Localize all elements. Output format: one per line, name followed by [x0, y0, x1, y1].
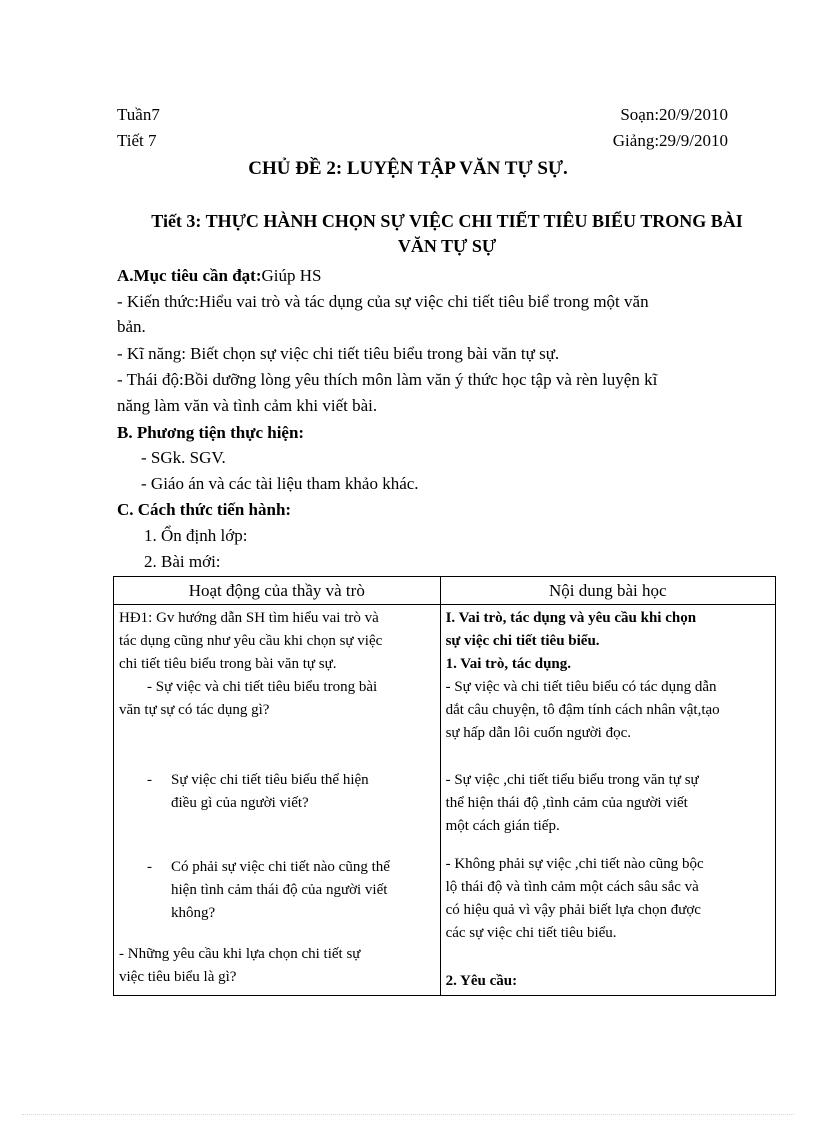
question-2-line-2: điều gì của người viết? [171, 795, 309, 811]
attitude-line-2: năng làm văn và tình cảm khi viết bài. [117, 396, 378, 415]
section-a-tail: Giúp HS [261, 266, 322, 285]
question-1-line-2: văn tự sự có tác dụng gì? [119, 702, 270, 718]
question-3-line-3: không? [171, 905, 216, 921]
period-label: Tiết 7 [117, 131, 157, 150]
week-label: Tuần7 [117, 105, 160, 124]
knowledge-line-1: - Kiến thức:Hiểu vai trò và tác dụng của sự việc chi tiết tiêu biể trong một văn [117, 292, 649, 311]
lesson-subtitle [117, 209, 777, 259]
subtitle-line-1: Tiết 3: THỰC HÀNH CHỌN SỰ VIỆC CHI TIẾT TIÊU BIỂU TRONG BÀI [151, 211, 743, 231]
answer-3-line-3: có hiệu quả vì vậy phải biết lựa chọn được [445, 902, 701, 918]
subsection-2-title: 2. Yêu cầu: [445, 973, 518, 989]
content-cell [440, 605, 775, 996]
spacer [119, 925, 435, 943]
question-3-line-2: hiện tình cảm thái độ của người viết [171, 882, 388, 898]
answer-3-line-2: lộ thái độ và tình cảm một cách sâu sắc và [445, 879, 699, 895]
spacer [446, 745, 770, 769]
question-4-line-2: việc tiêu biểu là gì? [119, 969, 237, 985]
section-1-title-line-1: I. Vai trò, tác dụng và yêu cầu khi chọn [445, 610, 697, 626]
header-content: Nội dung bài học [440, 577, 775, 605]
section-a-title: A.Mục tiêu cần đạt: [117, 266, 262, 285]
dash-marker: - [147, 772, 152, 788]
section-b-item-2: - Giáo án và các tài liệu tham khảo khác. [141, 474, 419, 493]
header-row-2 [117, 131, 728, 151]
answer-1-line-1: - Sự việc và chi tiết tiêu biểu có tác dụng dẫn [445, 679, 717, 695]
answer-2-line-1: - Sự việc ,chi tiết tiểu biểu trong văn tự sự [445, 772, 699, 788]
spacer [446, 838, 770, 853]
activities-cell [114, 605, 441, 996]
answer-3-line-1: - Không phải sự việc ,chi tiết nào cũng bộc [445, 856, 704, 872]
prep-date: Soạn:20/9/2010 [620, 105, 728, 124]
header-activities: Hoạt động của thầy và trò [114, 577, 441, 605]
table-header-row [114, 577, 776, 605]
subtitle-line-2: VĂN TỰ SỰ [397, 236, 497, 256]
page-bottom-edge [22, 1114, 794, 1115]
table-row [114, 605, 776, 996]
page-title: CHỦ ĐỀ 2: LUYỆN TẬP VĂN TỰ SỰ. [248, 158, 568, 179]
lesson-table [113, 576, 776, 996]
knowledge-line-2: bản. [117, 317, 146, 336]
answer-2-line-3: một cách gián tiếp. [445, 818, 560, 834]
question-3-line-1: Có phải sự việc chi tiết nào cũng thể [171, 859, 390, 875]
section-c-step-2: 2. Bài mới: [144, 552, 221, 571]
question-2 [119, 769, 435, 815]
answer-1-line-3: sự hấp dẫn lôi cuốn người đọc. [445, 725, 631, 741]
section-c-step-1: 1. Ổn định lớp: [144, 526, 248, 545]
hd1-line-2: tác dụng cũng như yêu cầu khi chọn sự việc [119, 633, 383, 649]
spacer [446, 945, 770, 970]
hd1-line-1: HĐ1: Gv hướng dẫn SH tìm hiểu vai trò và [119, 610, 379, 626]
section-b-heading: B. Phương tiện thực hiện: [117, 423, 305, 442]
section-a-heading [117, 263, 757, 288]
question-1-line-1: - Sự việc và chi tiết tiêu biểu trong bài [147, 679, 378, 695]
section-1-title-line-2: sự việc chi tiết tiêu biểu. [445, 633, 600, 649]
dash-marker: - [147, 859, 152, 875]
attitude-line-1: - Thái độ:Bồi dưỡng lòng yêu thích môn làm văn ý thức học tập và rèn luyện kĩ [117, 370, 658, 389]
question-4-line-1: - Những yêu cầu khi lựa chọn chi tiết sự [119, 946, 361, 962]
header-row-1 [117, 105, 728, 125]
hd1-line-3: chi tiết tiêu biểu trong bài văn tự sự. [119, 656, 337, 672]
section-c-heading: C. Cách thức tiến hành: [117, 500, 292, 519]
section-b-item-1: - SGk. SGV. [141, 448, 226, 467]
subsection-1-title: 1. Vai trò, tác dụng. [445, 656, 572, 672]
answer-2-line-2: thể hiện thái độ ,tình cảm của người viết [445, 795, 688, 811]
answer-3-line-4: các sự việc chi tiết tiêu biểu. [445, 925, 617, 941]
question-3 [119, 856, 435, 925]
question-2-line-1: Sự việc chi tiết tiêu biểu thể hiện [171, 772, 369, 788]
spacer [119, 722, 435, 769]
answer-1-line-2: dắt câu chuyện, tô đậm tính cách nhân vật,tạo [445, 702, 720, 718]
teach-date: Giảng:29/9/2010 [612, 131, 728, 150]
skill-line: - Kĩ năng: Biết chọn sự việc chi tiết tiêu biểu trong bài văn tự sự. [117, 344, 560, 363]
spacer [119, 815, 435, 856]
